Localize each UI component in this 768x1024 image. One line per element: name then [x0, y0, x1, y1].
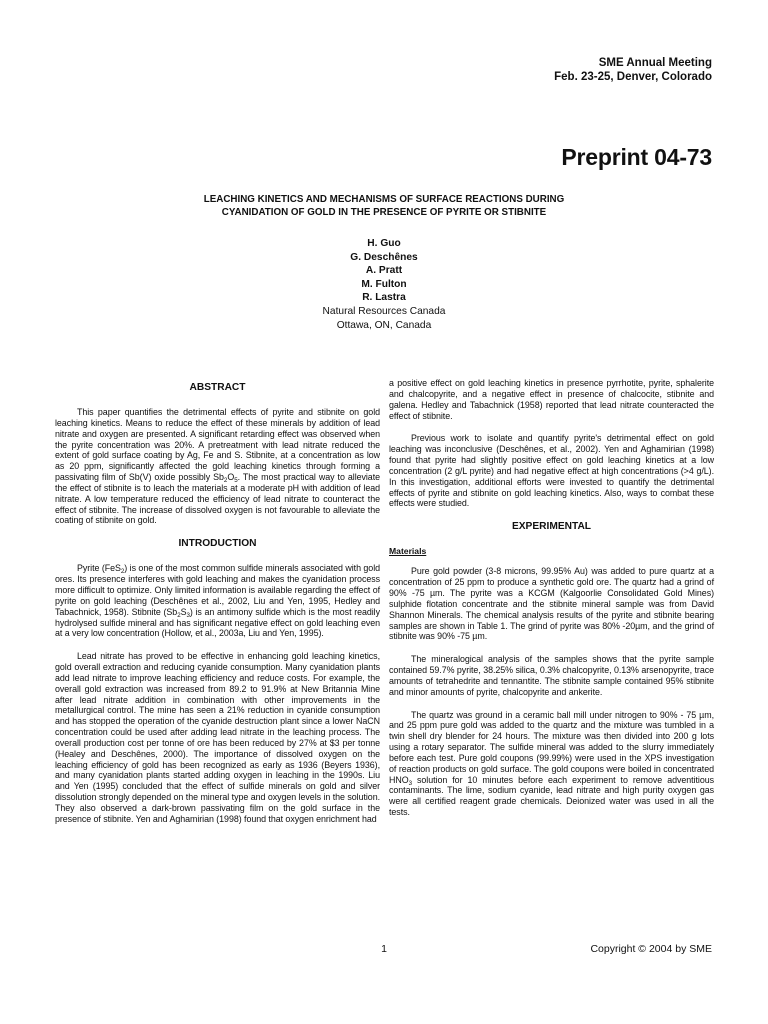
page-number: 1	[381, 943, 387, 955]
title-line-1: LEACHING KINETICS AND MECHANISMS OF SURFACE REACTIONS DURING	[203, 194, 565, 205]
introduction-continued-paragraph: a positive effect on gold leaching kinetics in presence pyrrhotite, pyrite, sphalerite and chalcopyrite, and a negative effect in presence of chalcocite, stibnite and galena. Hedley and Tabachnick (1958) reported that lead nitrate counteracted the effect of stibnite.	[389, 378, 714, 421]
affiliation-location: Ottawa, ON, Canada	[336, 319, 432, 331]
left-column	[55, 378, 380, 837]
author-block	[0, 237, 768, 332]
introduction-heading: INTRODUCTION	[178, 538, 257, 550]
meeting-name: SME Annual Meeting	[598, 57, 712, 69]
author-name: G. Deschênes	[350, 251, 418, 263]
title-line-2: CYANIDATION OF GOLD IN THE PRESENCE OF PYRITE OR STIBNITE	[221, 207, 547, 218]
abstract-heading: ABSTRACT	[189, 382, 246, 393]
abstract-paragraph: This paper quantifies the detrimental effects of pyrite and stibnite on gold leaching kinetics. Means to reduce the effect of these minerals by addition of lead nitrate and oxygen are presented. A significant retarding effect was observed when the pyrite concentration was 20%. A pretreatment with lead nitrate reduced the extent of gold surface coating by Ag, Fe and S. Stibnite, at a concentration as low as 20 ppm, significantly affected the gold leaching kinetics through forming a passivating film of Sb(V) oxide possibly $Sb_2O_5$. The most practical way to alleviate the effect of stibnite is to leach the materials at a moderate pH with addition of lead nitrate. A low temperature reduced the efficiency of lead nitrate to counteract the effect of stibnite. The increase of dissolved oxygen is not favourable to alleviate the coating of stibnite on gold.	[55, 407, 380, 526]
experimental-heading: EXPERIMENTAL	[511, 521, 592, 533]
meeting-info	[554, 56, 712, 84]
materials-paragraph-3: The quartz was ground in a ceramic ball mill under nitrogen to 90% - 75 µm, and 25 ppm pure gold was added to the quartz and the mixture was tumbled in a twin shell dry blender for 24 hours. The mixture was then divided into 200 g lots using a rotary separator. The sulfide mineral was added to the slurry immediately before each test. Pure gold coupons (99.99%) were used in the XPS investigation of reaction products on gold surface. The gold coupons were boiled in concentrated $HNO_3$ solution for 10 minutes before each experiment to remove adventitious contaminants. The lime, sodium cyanide, lead nitrate and high purity oxygen gas were all certified reagent grade chemicals. Deionized water was used in all the tests.	[389, 709, 714, 818]
author-name: H. Guo	[367, 238, 401, 249]
author-name: R. Lastra	[362, 292, 406, 304]
materials-paragraph-2: The mineralogical analysis of the samples shows that the pyrite sample contained 59.7% pyrite, 38.25% silica, 0.3% chalcopyrite, 0.13% arsenopyrite, trace amounts of tetrahedrite and tennantite. The stibnite sample contained 95% stibnite and minor amounts of pyrite, chalcopyrite and ankerite.	[389, 654, 714, 697]
introduction-paragraph-2: Lead nitrate has proved to be effective in enhancing gold leaching kinetics, gold overall extraction and reducing cyanide consumption. Many cyanidation plants add lead nitrate to improve leaching efficiency and reduce costs. For example, the overall gold extraction was increased from 89.2 to 91.9% at New Britannia Mine after lead nitrate addition in combination with other improvements in the metallurgical control. The mine has seen a 21% reduction in cyanide consumption and has stopped the operation of the cyanide destruction plant since a lower NaCN concentration could be used after adding lead nitrate in the leaching process. The overall production cost per tonne of ore has been reduced by 27% at $3 per tonne (Healey and Deschênes, 2000). The importance of dissolved oxygen on the leaching efficiency of gold has been recognized as early as 1936 (Beyers 1936), and many cyanidation plants started adding oxygen in leaching in the 1990s. Liu and Yen (1995) concluded that the effect of sulfide minerals on gold and silver dissolution strongly depended on the mineral type and oxygen levels in the solution. They also observed a dark-brown passivating film on the gold surface in the presence of stibnite. Yen and Aghamirian (1998) found that oxygen enrichment had	[55, 651, 380, 824]
copyright-notice: Copyright © 2004 by SME	[590, 943, 712, 955]
introduction-paragraph-1: Pyrite (FeS$_2$) is one of the most common sulfide minerals associated with gold ores. Its presence interferes with gold leaching and makes the cyanidation process more difficult to optimize. Only limited information is available regarding the effect of pyrite on gold leaching (Deschênes et al., 2002, Liu and Yen, 1995, Hedley and Tabachnick, 1958). Stibnite $(Sb_2S_3)$ is an antimony sulfide which is the most readily hydrolysed sulfide mineral and has significant negative effect on gold leaching even at a very low concentration (Hollow, et al., 2003a, Liu and Yen, 1995).	[55, 563, 381, 639]
affiliation-org: Natural Resources Canada	[322, 305, 446, 317]
materials-subheading: Materials	[389, 546, 427, 557]
paper-title	[0, 193, 768, 219]
meeting-dates: Feb. 23-25, Denver, Colorado	[554, 71, 712, 83]
author-name: A. Pratt	[365, 265, 403, 277]
introduction-paragraph-3: Previous work to isolate and quantify pyrite's detrimental effect on gold leaching was inconclusive (Deschênes, et al., 2002). Yen and Aghamirian (1998) found that pyrite had slightly positive effect on gold leaching kinetics at a low concentration (2 g/L pyrite) and had negative effect at high concentrations (>4 g/L). In this investigation, additional efforts were invested to quantify the detrimental effects of pyrite and stibnite on gold leaching kinetics. Also, ways to combat these effects were studied.	[389, 433, 714, 509]
preprint-number: Preprint 04-73	[561, 144, 712, 170]
author-name: M. Fulton	[361, 278, 407, 290]
right-column	[389, 378, 714, 830]
materials-paragraph-1: Pure gold powder (3-8 microns, 99.95% Au) was added to pure quartz at a concentration of 25 ppm to produce a synthetic gold ore. The quartz had a grind of 90% -75 µm. The pyrite was a KCGM (Kalgoorlie Consolidated Gold Mines) sulphide flotation concentrate and the stibnite mineral sample was from David Shannon Minerals. The chemical analysis results of the pyrite and stibnite bearing samples are shown in Table 1. The grind of pyrite was 80% -20µm, and the grind of stibnite was 90% -75 µm.	[389, 566, 714, 642]
